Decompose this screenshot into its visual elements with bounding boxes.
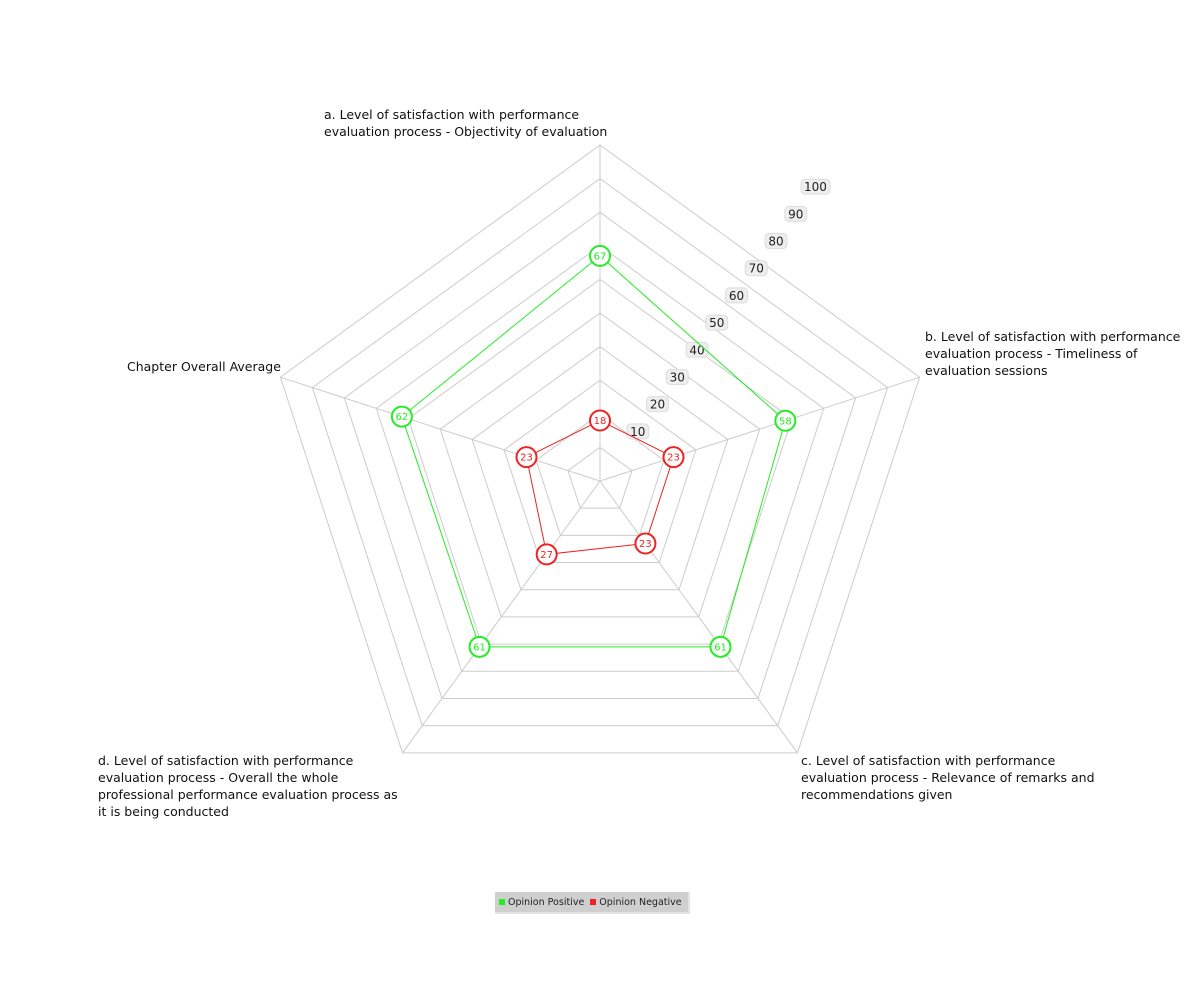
data-point-0-1[interactable] xyxy=(775,411,795,431)
data-point-0-3[interactable] xyxy=(470,637,490,657)
tick-label-10 xyxy=(627,424,649,439)
data-label-1-2: 23 xyxy=(639,539,652,551)
tick-label-40 xyxy=(686,342,708,357)
series-0 xyxy=(392,246,795,657)
data-point-1-4[interactable] xyxy=(517,447,537,467)
tick-label-20 xyxy=(646,397,668,412)
tick-label-50 xyxy=(706,315,728,330)
legend-swatch-negative xyxy=(590,899,596,905)
tick-label-90 xyxy=(785,206,807,221)
data-label-0-0: 67 xyxy=(593,251,607,263)
tick-label-text-80: 80 xyxy=(768,234,784,249)
data-point-1-2[interactable] xyxy=(635,534,655,554)
tick-label-text-60: 60 xyxy=(728,288,745,303)
tick-label-text-20: 20 xyxy=(649,397,666,412)
data-label-1-3: 27 xyxy=(540,549,554,561)
tick-label-100 xyxy=(801,179,830,194)
tick-label-text-40: 40 xyxy=(689,343,705,358)
data-point-0-4[interactable] xyxy=(392,407,412,427)
radial-tick-labels xyxy=(627,179,830,439)
tick-label-text-50: 50 xyxy=(709,316,725,331)
tick-label-text-30: 30 xyxy=(669,370,685,385)
data-label-1-1: 23 xyxy=(667,452,680,464)
data-label-1-4: 23 xyxy=(520,452,533,464)
data-label-0-4: 62 xyxy=(395,412,409,424)
legend-label-negative: Opinion Negative xyxy=(599,896,682,908)
tick-label-60 xyxy=(725,288,747,303)
data-label-0-2: 61 xyxy=(714,642,727,654)
radar-series xyxy=(392,246,795,657)
tick-label-70 xyxy=(745,261,767,276)
tick-label-text-100: 100 xyxy=(804,180,827,195)
legend-swatch-positive xyxy=(499,899,505,905)
chart-legend xyxy=(495,892,690,914)
tick-label-text-90: 90 xyxy=(788,207,804,222)
tick-label-text-70: 70 xyxy=(748,261,764,276)
axis-label-timeliness: b. Level of satisfaction with performance evaluation process - Timeliness of evaluation sessions xyxy=(925,329,1181,378)
legend-item-negative[interactable] xyxy=(590,897,681,908)
radar-grid xyxy=(280,145,919,753)
legend-label-positive: Opinion Positive xyxy=(508,896,585,908)
data-label-0-3: 61 xyxy=(473,642,486,654)
grid-spoke-4 xyxy=(280,377,600,481)
data-point-1-3[interactable] xyxy=(537,544,557,564)
axis-label-chapter-average: Chapter Overall Average xyxy=(127,359,281,374)
tick-label-80 xyxy=(765,234,787,249)
data-label-1-0: 18 xyxy=(593,416,607,428)
data-point-0-2[interactable] xyxy=(710,637,730,657)
tick-label-30 xyxy=(666,369,688,384)
data-point-1-0[interactable] xyxy=(590,411,610,431)
axis-label-objectivity: a. Level of satisfaction with performance evaluation process - Objectivity of evaluation xyxy=(324,107,608,139)
data-point-1-1[interactable] xyxy=(663,447,683,467)
data-point-0-0[interactable] xyxy=(590,246,610,266)
axis-label-overall-process: d. Level of satisfaction with performance evaluation process - Overall the whole professional performance evaluation process as it is being conducted xyxy=(98,753,398,819)
legend-item-positive[interactable] xyxy=(499,897,584,908)
axis-label-relevance: c. Level of satisfaction with performance evaluation process - Relevance of remarks and recommendations given xyxy=(801,753,1095,802)
tick-label-text-10: 10 xyxy=(630,424,646,439)
data-label-0-1: 58 xyxy=(778,416,792,428)
